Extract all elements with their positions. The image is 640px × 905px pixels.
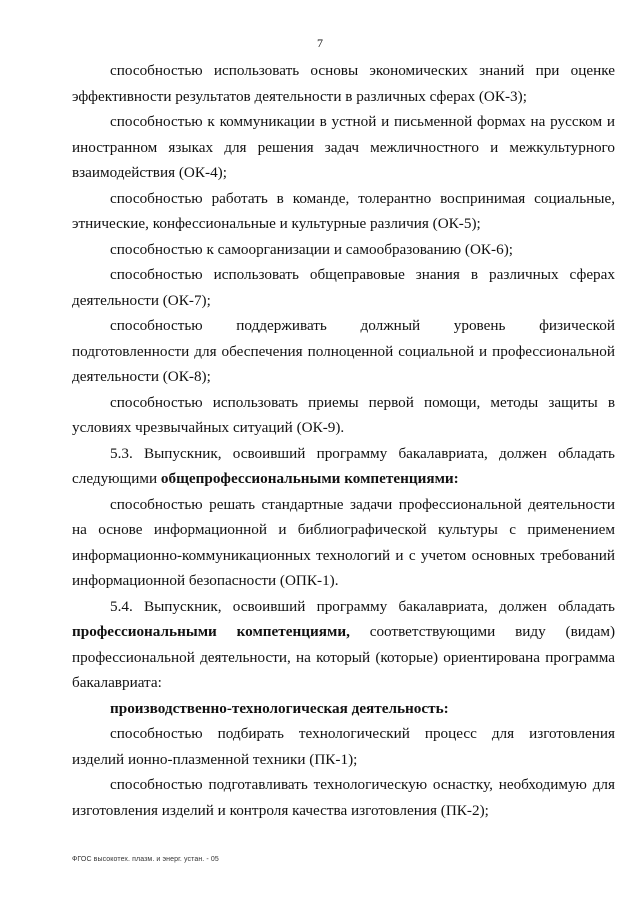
- page-number: 7: [317, 36, 323, 50]
- competence-ok-5: способностью работать в команде, толерантно воспринимая социальные, этнические, конфессиональные и культурные различия (ОК-5);: [72, 189, 615, 232]
- competence-pk-1: способностью подбирать технологический процесс для изготовления изделий ионно-плазменной техники (ПК-1);: [72, 725, 615, 768]
- document-body: [72, 58, 615, 823]
- competence-pk-2: способностью подготавливать технологическую оснастку, необходимую для изготовления изделий и контроля качества изготовления (ПК-2);: [72, 776, 615, 819]
- activity-heading: производственно-технологическая деятельность:: [110, 699, 449, 717]
- competence-ok-4: способностью к коммуникации в устной и письменной формах на русском и иностранном языках для решения задач межличностного и межкультурного взаимодействия (ОК-4);: [72, 113, 615, 181]
- section-5-3-bold: общепрофессиональными компетенциями:: [160, 470, 459, 487]
- competence-ok-9: способностью использовать приемы первой помощи, методы защиты в условиях чрезвычайных ситуаций (ОК-9).: [72, 393, 615, 436]
- footer-note: ФГОС высокотех. плазм. и энерг. устан. - 05: [72, 856, 219, 863]
- competence-ok-3: способностью использовать основы экономических знаний при оценке эффективности результатов деятельности в различных сферах (ОК-3);: [72, 62, 615, 105]
- section-5-3: [72, 441, 615, 492]
- section-5-4: [72, 594, 615, 696]
- section-5-3-lead: 5.3. Выпускник, освоивший программу бакалавриата, должен обладать следующими: [72, 444, 615, 487]
- section-5-4-lead: 5.4. Выпускник, освоивший программу бакалавриата, должен обладать: [110, 597, 615, 615]
- competence-opk-1: способностью решать стандартные задачи профессиональной деятельности на основе информационной и библиографической культуры с применением информационно-коммуникационных технологий и с учетом основных требований информационной безопасности (ОПК-1).: [72, 495, 615, 589]
- competence-ok-7: способностью использовать общеправовые знания в различных сферах деятельности (ОК-7);: [72, 266, 615, 309]
- competence-ok-8: способностью поддерживать должный уровень физической подготовленности для обеспечения полноценной социальной и профессиональной деятельности (ОК-8);: [72, 317, 615, 385]
- competence-ok-6: способностью к самоорганизации и самообразованию (ОК-6);: [110, 240, 513, 258]
- section-5-4-tail: соответствующими виду (видам) профессиональной деятельности, на который (которые) ориентирована программа бакалавриата:: [72, 623, 616, 691]
- section-5-4-bold: профессиональными компетенциями,: [72, 623, 350, 640]
